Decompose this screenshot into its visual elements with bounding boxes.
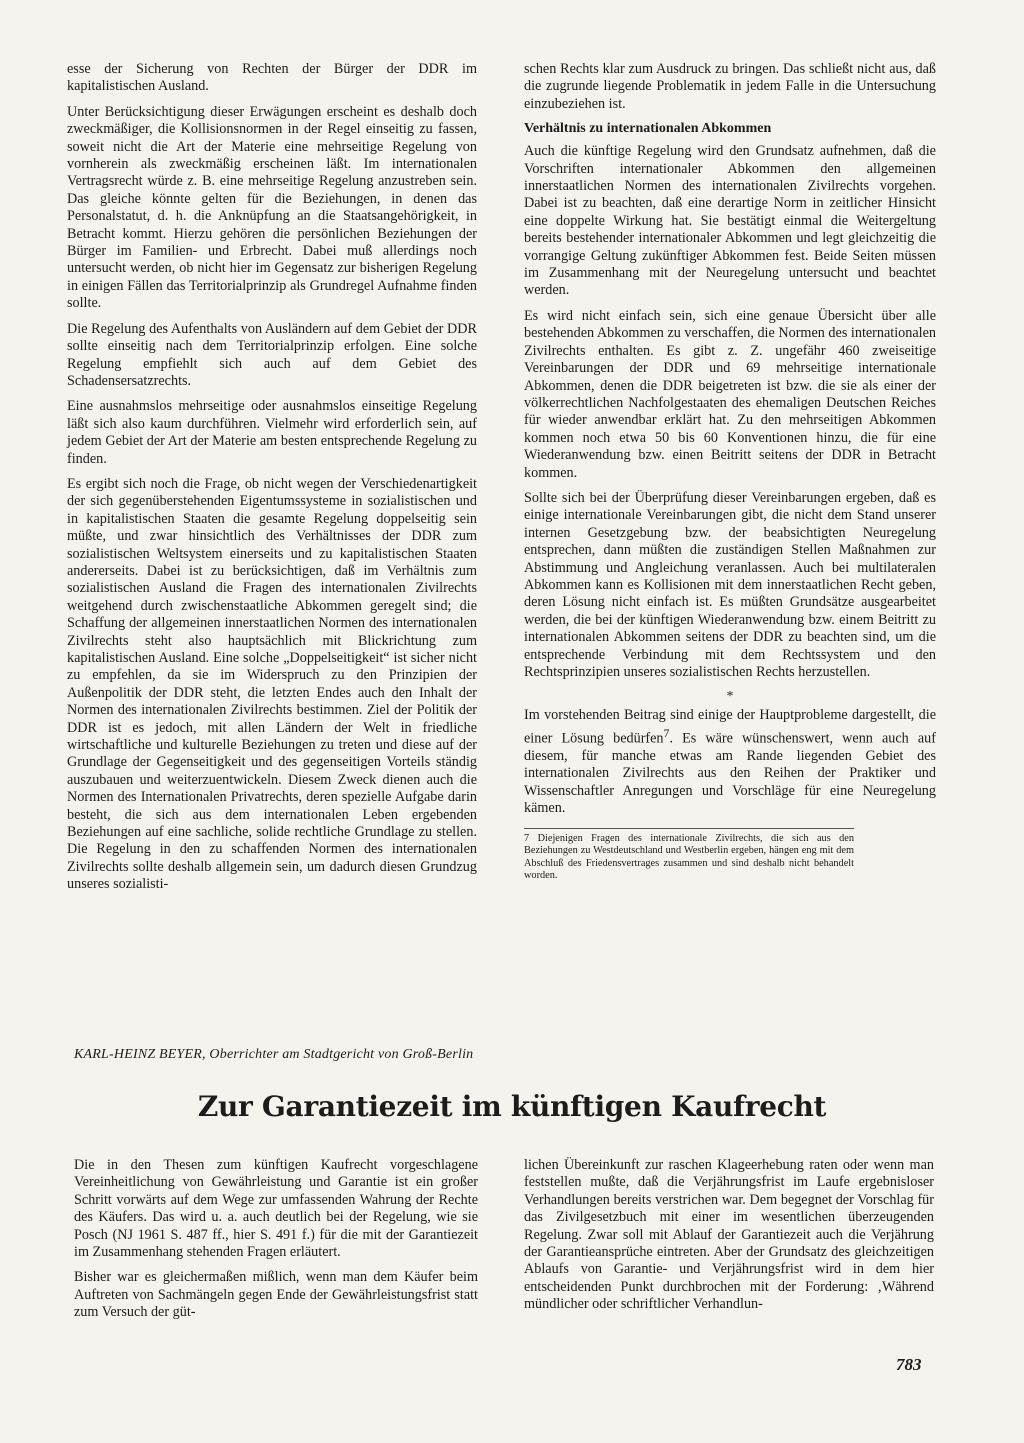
paragraph: Bisher war es gleichermaßen mißlich, wenn man dem Käufer beim Auftreten von Sachmängeln gegen Ende der Gewährleistungsfrist statt zum Versuch der güt-: [74, 1269, 478, 1321]
closing-paragraph: [524, 707, 936, 817]
right-column-top: [524, 61, 936, 883]
article-left-column: [74, 1157, 478, 1330]
paragraph: Eine ausnahmslos mehrseitige oder ausnahmslos einseitige Regelung läßt sich also kaum durchführen. Vielmehr wird erforderlich sein, auf jedem Gebiet der Art der Materie am besten entsprechende Regelung zu finden.: [67, 398, 477, 467]
paragraph: Unter Berücksichtigung dieser Erwägungen erscheint es deshalb doch zweckmäßiger, die Kollisionsnormen in der Regel einseitig zu fassen, soweit nicht die Art der Materie eine mehrseitige Regelung von vornherein als zweckmäßig erscheinen läßt. Im internationalen Vertragsrecht würde z. B. eine mehrseitige Regelung anzustreben sein. Das gleiche könnte gelten für die Beziehungen, in denen das Personalstatut, d. h. die Anknüpfung an die Staatsangehörigkeit, in Betracht kommt. Hierzu gehören die persönlichen Beziehungen der Bürger im Familien- und Erbrecht. Dabei muß allerdings noch untersucht werden, ob nicht hier im Gegensatz zur bisherigen Regelung in einigen Fällen das Territorialprinzip als Grundregel Aufnahme finden sollte.: [67, 103, 477, 312]
section-heading: Verhältnis zu internationalen Abkommen: [524, 121, 772, 137]
paragraph: Sollte sich bei der Überprüfung dieser Vereinbarungen ergeben, daß es einige internationale Vereinbarungen gibt, die nicht dem Stand unserer internen Gesetzgebung bzw. der beabsichtigten Neuregelung entsprechen, dann müßten die zuständigen Stellen Maßnahmen zur Abstimmung und Angleichung veranlassen. Auch bei multilateralen Abkommen kann es Kollisionen mit dem innerstaatlichen Recht geben, deren Lösung nicht einfach ist. Es müßten Grundsätze ausgearbeitet werden, die bei der künftigen Wiederanwendung bzw. einem Beitritt zu internationalen Abkommen seitens der DDR zu beachten sind, um die entsprechende Verbindung mit dem Rechtssystem und den Rechtsprinzipien unseres sozialistischen Rechts herzustellen.: [524, 489, 936, 680]
article-right-column: [524, 1157, 934, 1322]
left-column-top: [67, 61, 477, 902]
closing-text-before: Im vorstehenden Beitrag sind einige der Hauptprobleme dargestellt, die einer Lösung bedürfen: [524, 707, 936, 747]
section-separator: *: [726, 689, 734, 705]
paragraph: Es wird nicht einfach sein, sich eine genaue Übersicht über alle bestehenden Abkommen zu verschaffen, die Normen des internationalen Zivilrechts enthalten. Es gibt z. Z. ungefähr 460 zweiseitige Vereinbarungen der DDR und 69 mehrseitige internationale Abkommen, denen die DDR beigetreten ist bzw. die sie als einer der völkerrechtlichen Nachfolgestaaten des ehemaligen Deutschen Reiches für wieder anwendbar erklärt hat. Zu den mehrseitigen Abkommen kommen noch etwa 50 bis 60 Konventionen hinzu, die für eine Wiederanwendung bzw. einen Beitritt seitens der DDR in Betracht kommen.: [524, 307, 936, 481]
article-author: KARL-HEINZ BEYER, Oberrichter am Stadtgericht von Groß-Berlin: [74, 1047, 474, 1062]
footnote: 7 Diejenigen Fragen des internationale Zivilrechts, die sich aus den Beziehungen zu Westdeutschland und Westberlin ergeben, hängen eng mit dem Abschluß des Friedensvertrages zusammen und sind deshalb nicht behandelt worden.: [524, 828, 854, 883]
paragraph: Die in den Thesen zum künftigen Kaufrecht vorgeschlagene Vereinheitlichung von Gewährleistung und Garantie ist ein großer Schritt vorwärts auf dem Wege zur umfassenden Wahrung der Rechte des Käufers. Das wird u. a. auch deutlich bei der Regelung, wie sie Posch (NJ 1961 S. 487 ff., hier S. 491 f.) für die mit der Garantiezeit im Zusammenhang stehenden Fragen erläutert.: [74, 1157, 478, 1261]
page-number: 783: [896, 1355, 922, 1374]
article-title: Zur Garantiezeit im künftigen Kaufrecht: [197, 1090, 827, 1123]
paragraph: esse der Sicherung von Rechten der Bürger der DDR im kapitalistischen Ausland.: [67, 61, 477, 95]
paragraph: lichen Übereinkunft zur raschen Klageerhebung raten oder wenn man feststellen mußte, daß die Verjährungsfrist im Laufe ergebnisloser Verhandlungen bereits verstrichen war. Dem begegnet der Vorschlag für das Zivilgesetzbuch mit einer im wesentlichen überzeugenden Regelung. Zwar soll mit Ablauf der Garantiezeit auch die Verjährung der Garantieansprüche eintreten. Aber der Grundsatz des gleichzeitigen Ablaufs von Garantie- und Verjährungsfrist wird in dem hier entscheidenden Punkt durchbrochen mit der Forderung: ‚Während mündlicher oder schriftlicher Verhandlun-: [524, 1157, 934, 1313]
paragraph: schen Rechts klar zum Ausdruck zu bringen. Das schließt nicht aus, daß die zugrunde liegende Problematik in jedem Falle in die Untersuchung einzubeziehen ist.: [524, 61, 936, 112]
paragraph: Auch die künftige Regelung wird den Grundsatz aufnehmen, daß die Vorschriften internationaler Abkommen den allgemeinen innerstaatlichen Normen des internationalen Zivilrechts vorgehen. Dabei ist zu beachten, daß eine derartige Norm in zeitlicher Hinsicht eine doppelte Wirkung hat. Sie bestätigt einmal die Weitergeltung bereits bestehender internationaler Abkommen und legt gleichzeitig die vorrangige Geltung zukünftiger Abkommen fest. Beide Seiten müssen im Zusammenhang mit der Neuregelung untersucht und beachtet werden.: [524, 143, 936, 299]
paragraph: Es ergibt sich noch die Frage, ob nicht wegen der Verschiedenartigkeit der sich gegenüberstehenden Eigentumssysteme in sozialistischen und in kapitalistischen Staaten die gesamte Regelung doppelseitig sein müßte, und zwar hinsichtlich des Verhältnisses der DDR zum sozialistischen Weltsystem einerseits und zu kapitalistischen Staaten andererseits. Dabei ist zu berücksichtigen, daß im Verhältnis zum sozialistischen Ausland die Fragen des internationalen Zivilrechts weitgehend durch zwischenstaatliche Abkommen geregelt sind; die Schaffung der allgemeinen innerstaatlichen Normen des internationalen Zivilrechts steht also hauptsächlich mit Blickrichtung zum kapitalistischen Ausland. Eine solche „Doppelseitigkeit“ ist sicher nicht zu empfehlen, da sie im Widerspruch zu den Prinzipien der Außenpolitik der DDR steht, die letzten Endes auch den Inhalt der Normen des internationalen Zivilrechts bestimmen. Ziel der Politik der DDR ist es jedoch, mit allen Ländern der Welt in friedliche wirtschaftliche und kulturelle Beziehungen zu treten und diese auf der Grundlage der Gegenseitigkeit und des gegenseitigen Vorteils ständig auszubauen und weiterzuentwickeln. Diesem Zweck dienen auch die Normen des Internationalen Privatrechts, deren spezielle Aufgabe darin besteht, die sich aus dem internationalen Leben ergebenden Beziehungen auf eine sachliche, solide rechtliche Grundlage zu stellen. Die Regelung in den zu schaffenden Normen des internationalen Zivilrechts sollte deshalb allgemein sein, um dadurch diesen Grundzug unseres sozialisti-: [67, 475, 477, 893]
paragraph: Die Regelung des Aufenthalts von Ausländern auf dem Gebiet der DDR sollte einseitig nach dem Territorialprinzip erfolgen. Eine solche Regelung empfiehlt sich auch auf dem Gebiet des Schadensersatzrechts.: [67, 320, 477, 389]
closing-text-after: . Es wäre wünschenswert, wenn auch auf diesem, für manche etwas am Rande liegenden Gebiet des internationalen Zivilrechts aus den Reihen der Praktiker und Wissenschaftler Anregungen und Vorschläge für eine Neuregelung kämen.: [524, 730, 936, 817]
footnote-ref: 7: [663, 725, 670, 740]
